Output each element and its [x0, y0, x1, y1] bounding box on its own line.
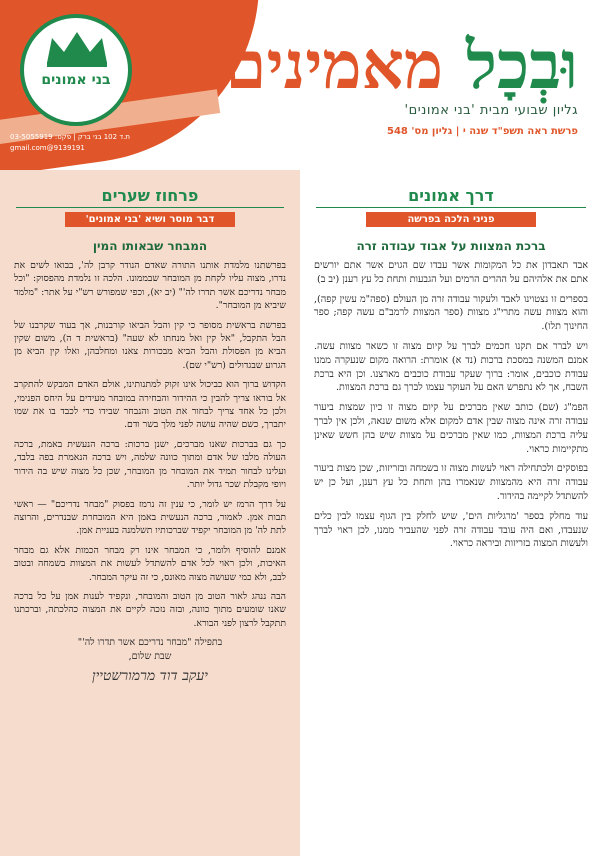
paragraph: הקדוש ברוך הוא כביכול אינו זקוק למתנותינו, אולם האדם המבקש להתקרב אל בוראו צריך להבין כי ההידור והבחירה במובחר מעידים על היחס הפנימי, ולכן כל אחד צריך לבחור את הטוב והנבחר שבידו כדי לכבד בו את שמו יתברך, כשם שהיה עושה לפני מלך בשר ודם. [14, 379, 286, 431]
paragraph: הפמ"ג (שם) כותב שאין מברכים על קיום מצוה זו כיון שמצות ביעור עבודה זרה אינה מצוה שבין אדם למקום אלא משום שנאה, ולכן אין לברך עליה ברכת המצוות, כמו שאין מברכים על מצוות שיש בהן חשש שאינן מתקיימות כראוי. [314, 402, 588, 455]
contact-info [10, 132, 210, 154]
left-section-subtitle: דבר מוסר ושיא 'בני אמונים' [65, 212, 235, 227]
closing-greeting: שבת שלום, [128, 651, 172, 663]
paragraph: אמנם להוסיף ולומר, כי המבחר אינו רק מבחר הכמות אלא גם מבחר האיכות, ולכן ראוי לכל אדם להשתדל לעשות את המצוות בשמחה ובטוב לבב, ולא כמי שעושה מצוה מאונס, כי זה עיקר המבחר. [14, 544, 286, 583]
paragraph: ויש לברר אם תקנו חכמים לברך על קיום מצוה זו כשאר מצוות עשה. אמנם המשנה במסכת ברכות (נד א) אומרת: הרואה מקום שנעקרה ממנו עבודת כוכבים, אומר: ברוך שעקר עבודת כוכבים מארצנו. וכן היא ברכת השבח, אך לא נתפרש האם על העוקר עצמו לברך גם ברכת המצוות. [314, 340, 588, 394]
paragraph: אבד תאבדון את כל המקומות אשר עבדו שם הגוים אשר אתם יורשים אתם את אלהיהם על ההרים הרמים ועל הגבעות ותחת כל עץ רענן (יב ב) [314, 260, 588, 285]
logo-name: בני אמונים [41, 72, 111, 88]
contact-line-1: ת.ד 102 בני ברק | פקס: 03-5055919 [10, 133, 130, 141]
paragraph: הבה ננהג לאור הטוב מן הטוב והמובחר, ונקפיד לענות אמן על כל ברכה שאנו שומעים מתוך כוונה, ובזה נזכה לקיים את המצוה כהלכתה, וברכתנו תתקבל לרצון לפני הבורא. [14, 590, 286, 629]
closing-line: בתפילה "מבחר נדריכם אשר תדרו לה'" [77, 637, 223, 649]
paragraph: בפרשתנו מלמדת אותנו התורה שאדם הנודר קרבן לה', בבואו לשים את נדרו, מצוה עליו לקחת מן המובחר שבממונו. הלכה זו נלמדת מהפסוק: "וכל מבחר נדריכם אשר תדרו לה'" (יב יא), וכפי שמפורש רש"י על אתר: "מלמד שיביא מן המובחר". [14, 260, 286, 312]
masthead-subtitle: גליון שבועי מבית 'בני אמונים' [404, 103, 578, 118]
left-section-title: פרחוז שערים [16, 186, 284, 208]
right-section-subtitle: פניני הלכה בפרשה [366, 212, 536, 227]
left-article-title: המבחר שבאותו המין [92, 239, 208, 253]
masthead [0, 0, 602, 170]
masthead-title-main: וּבְכָל [466, 26, 578, 104]
left-column [0, 170, 300, 856]
paragraph: בפוסקים ולכתחילה ראוי לעשות מצוה זו בשמחה ובזריזות, שכן מצות ביעור עבודה זרה היא מהמצוות שנאמרו בהן ותחת כל עץ רענן, ועל כן יש להשתדל לקיימה בהידור. [314, 463, 588, 502]
paragraph: עוד מחלק בספר 'מרגליות הים', שיש לחלק בין הגוף עצמו לבין כלים שנעבדו, ואם היה עובד עבודה זרה לפני שהעביר ממנו, לכן ראוי לברך ולעשות המצוה בזריזות וביראה כראוי. [314, 510, 588, 550]
paragraph: בפרשת בראשית מסופר כי קין והבל הביאו קורבנות, אך בעוד שקרבנו של הבל התקבל, "אל קין ואל מנחתו לא שעה" (בראשית ד ה), משום שקין הביא מן הפסולת והבל הביא מבכורות צאנו ומחלבהן, ואלו קין הביא מן הגרוע שבגדולים (רש"י שם). [14, 319, 286, 371]
right-article-title: ברכת המצוות על אבוד עבודה זרה [356, 239, 546, 253]
issue-line: פרשת ראה תשפ"ד שנה י | גליון מס' 548 [387, 126, 578, 137]
paragraph: על דרך הרמז יש לומר, כי ענין זה נרמז בפסוק "מבחר נדריכם" — ראשי תבות אמן. לאמור, ברכה הנעשית באמן היא המובחרת שבנדרים, והרוצה לתת לה' מן המובחר יקפיד שברכותיו תשלמנה בעניית אמן. [14, 498, 286, 537]
right-column [300, 170, 602, 856]
contact-email: 9139191@gmail.com [10, 144, 85, 152]
signature: יעקב דוד מרמורשטיין [92, 668, 208, 685]
masthead-title-accent: מאמינים [225, 26, 444, 104]
masthead-title [225, 26, 578, 104]
paragraph: בספרים זו נצטוינו לאבד ולעקור עבודה זרה מן העולם (ספה"מ עשין קפה), והוא מצוות עשה מתרי"ג מצוות (ספר המצוות לרמב"ם עשה קפה; ספר החינוך תלו). [314, 293, 588, 333]
right-section-title: דרך אמונים [316, 186, 586, 208]
crown-icon [42, 28, 112, 68]
logo [20, 14, 132, 126]
paragraph: כך גם בברכות שאנו מברכים, ישנן ברכות: ברכה הנעשית באמת, ברכה העולה מלבו של אדם ומתוך כוונה שלמה, ויש ברכה הנאמרת בפה בלבד, ועלינו לבחור תמיד את המובחר מן המובחר, שכן כל מצוה שיש בה הידור ויופי מקבלת שכר גדול יותר. [14, 438, 286, 491]
